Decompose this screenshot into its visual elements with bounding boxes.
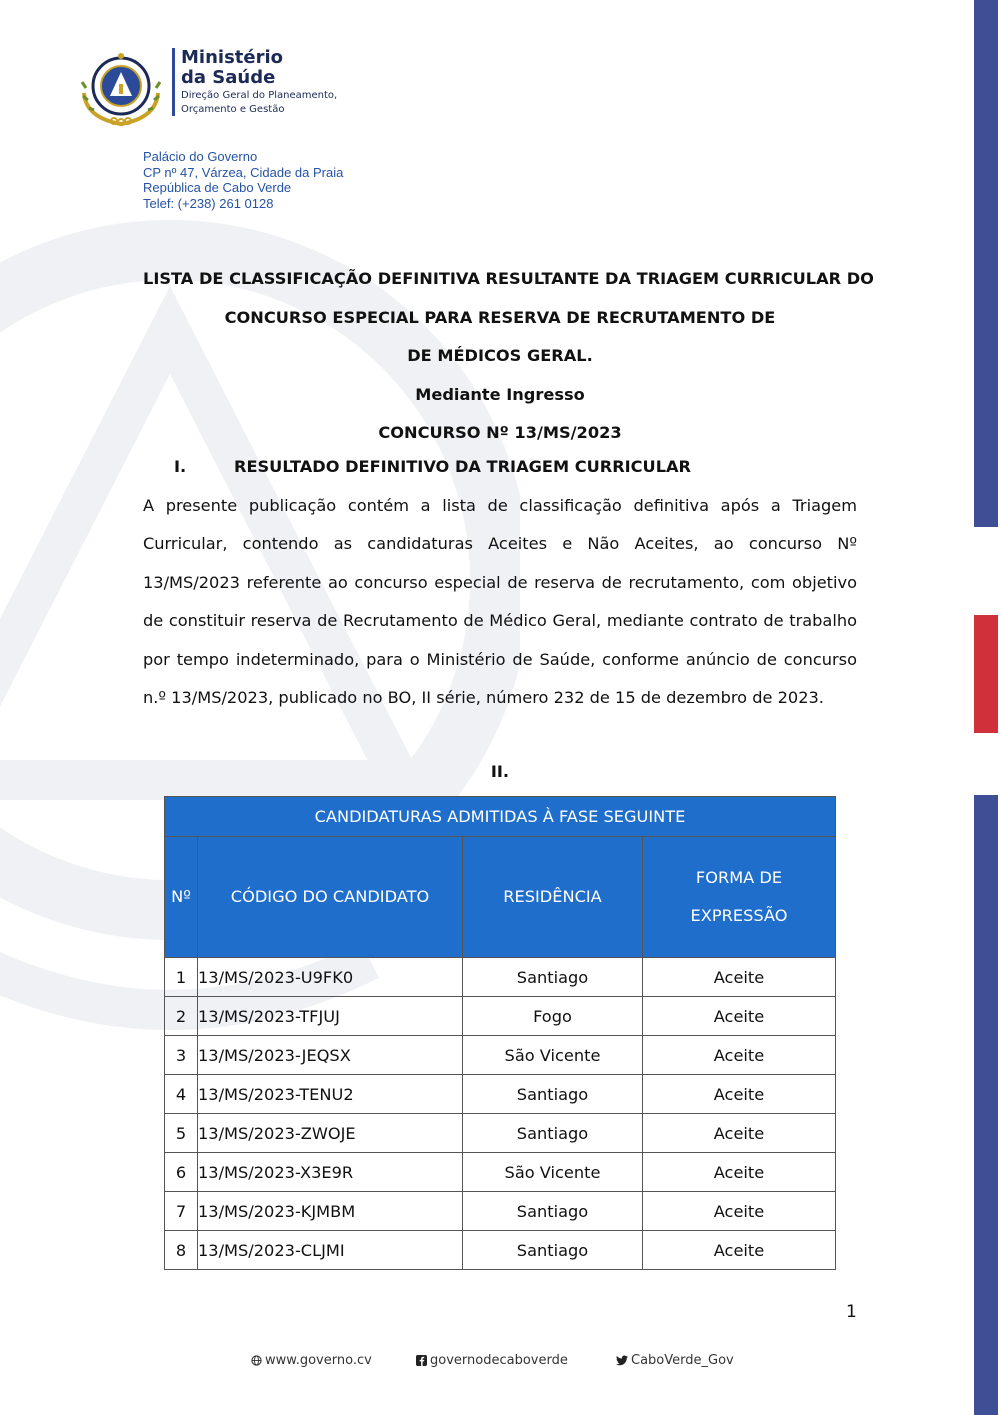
cell-code: 13/MS/2023-ZWOJE <box>198 1114 463 1153</box>
cell-no: 4 <box>165 1075 198 1114</box>
footer-website[interactable] <box>251 1353 372 1368</box>
cell-no: 8 <box>165 1231 198 1270</box>
cell-status: Aceite <box>643 1192 836 1231</box>
title-line: DE MÉDICOS GERAL. <box>407 346 593 365</box>
footer-twitter[interactable] <box>616 1353 734 1368</box>
cell-residence: Santiago <box>463 1075 643 1114</box>
header-no: Nº <box>165 837 198 958</box>
address-line: Telef: (+238) 261 0128 <box>143 195 274 211</box>
footer-facebook[interactable] <box>416 1353 568 1368</box>
document-title <box>143 260 874 453</box>
footer-website-text: www.governo.cv <box>265 1353 372 1368</box>
address-block <box>143 149 343 211</box>
table-row <box>165 1153 836 1192</box>
cell-status: Aceite <box>643 1114 836 1153</box>
title-line: LISTA DE CLASSIFICAÇÃO DEFINITIVA RESULTANTE DA TRIAGEM CURRICULAR DO <box>143 269 874 288</box>
header-status <box>643 837 836 958</box>
ministry-logo <box>76 48 337 128</box>
cell-code: 13/MS/2023-TFJUJ <box>198 997 463 1036</box>
cell-code: 13/MS/2023-X3E9R <box>198 1153 463 1192</box>
address-line: CP nº 47, Várzea, Cidade da Praia <box>143 164 344 180</box>
header-status-line1: FORMA DE <box>695 868 783 887</box>
ministry-subtitle-line1: Direção Geral do Planeamento, <box>181 90 338 101</box>
cell-status: Aceite <box>643 958 836 997</box>
candidates-table <box>164 796 836 1270</box>
intro-paragraph: A presente publicação contém a lista de classificação definitiva após a Triagem Curricular, contendo as candidaturas Aceites e Não Aceites, ao concurso Nº 13/MS/2023 referente ao concurso especial de reserva de recrutamento, com objetivo de constituir reserva de Recrutamento de Médico Geral, mediante contrato de trabalho por tempo indeterminado, para o Ministério de Saúde, conforme anúncio de concurso n.º 13/MS/2023, publicado no BO, II série, número 232 de 15 de dezembro de 2023. <box>143 496 857 708</box>
header-status-line2: EXPRESSÃO <box>690 906 788 925</box>
section-two-heading: II. <box>490 762 510 781</box>
cell-code: 13/MS/2023-KJMBM <box>198 1192 463 1231</box>
cell-no: 3 <box>165 1036 198 1075</box>
table-row <box>165 1075 836 1114</box>
section-number: I. <box>174 457 187 476</box>
title-line: Mediante Ingresso <box>415 384 585 404</box>
table-row <box>165 1114 836 1153</box>
side-bar-blue-top <box>974 0 998 527</box>
cell-residence: Santiago <box>463 1231 643 1270</box>
address-line: República de Cabo Verde <box>143 180 292 195</box>
table-row <box>165 958 836 997</box>
title-line: CONCURSO ESPECIAL PARA RESERVA DE RECRUTAMENTO DE <box>224 307 776 327</box>
coat-of-arms-icon <box>76 48 166 128</box>
cell-status: Aceite <box>643 1153 836 1192</box>
address-line: Palácio do Governo <box>143 149 258 164</box>
cell-code: 13/MS/2023-JEQSX <box>198 1036 463 1075</box>
table-row <box>165 1192 836 1231</box>
cell-residence: São Vicente <box>463 1036 643 1075</box>
table-row <box>165 1036 836 1075</box>
cell-code: 13/MS/2023-CLJMI <box>198 1231 463 1270</box>
side-bar-blue-bottom <box>974 795 998 1415</box>
page-number: 1 <box>846 1302 857 1322</box>
cell-code: 13/MS/2023-TENU2 <box>198 1075 463 1114</box>
title-line: CONCURSO Nº 13/MS/2023 <box>378 423 622 442</box>
cell-residence: Santiago <box>463 1192 643 1231</box>
footer-twitter-text: CaboVerde_Gov <box>631 1353 734 1368</box>
cell-status: Aceite <box>643 1231 836 1270</box>
cell-no: 1 <box>165 958 198 997</box>
cell-no: 2 <box>165 997 198 1036</box>
twitter-icon <box>616 1355 628 1366</box>
cell-code: 13/MS/2023-U9FK0 <box>198 958 463 997</box>
table-row <box>165 1231 836 1270</box>
side-bar-red <box>974 615 998 733</box>
cell-no: 7 <box>165 1192 198 1231</box>
cell-no: 6 <box>165 1153 198 1192</box>
table-row <box>165 997 836 1036</box>
cell-status: Aceite <box>643 997 836 1036</box>
section-one-heading <box>174 452 691 482</box>
ministry-subtitle-line2: Orçamento e Gestão <box>181 104 285 115</box>
footer <box>0 1353 1000 1373</box>
facebook-icon <box>416 1355 427 1366</box>
globe-icon <box>251 1355 262 1366</box>
cell-status: Aceite <box>643 1036 836 1075</box>
cell-status: Aceite <box>643 1075 836 1114</box>
cell-residence: Santiago <box>463 958 643 997</box>
cell-no: 5 <box>165 1114 198 1153</box>
ministry-name-line1: Ministério <box>181 47 284 68</box>
header-residence: RESIDÊNCIA <box>463 837 643 958</box>
cell-residence: Fogo <box>463 997 643 1036</box>
ministry-name-line2: da Saúde <box>181 67 276 88</box>
footer-facebook-text: governodecaboverde <box>430 1353 568 1368</box>
cell-residence: Santiago <box>463 1114 643 1153</box>
cell-residence: São Vicente <box>463 1153 643 1192</box>
table-caption: CANDIDATURAS ADMITIDAS À FASE SEGUINTE <box>165 797 836 837</box>
header-code: CÓDIGO DO CANDIDATO <box>198 837 463 958</box>
section-title: RESULTADO DEFINITIVO DA TRIAGEM CURRICULAR <box>234 457 692 476</box>
